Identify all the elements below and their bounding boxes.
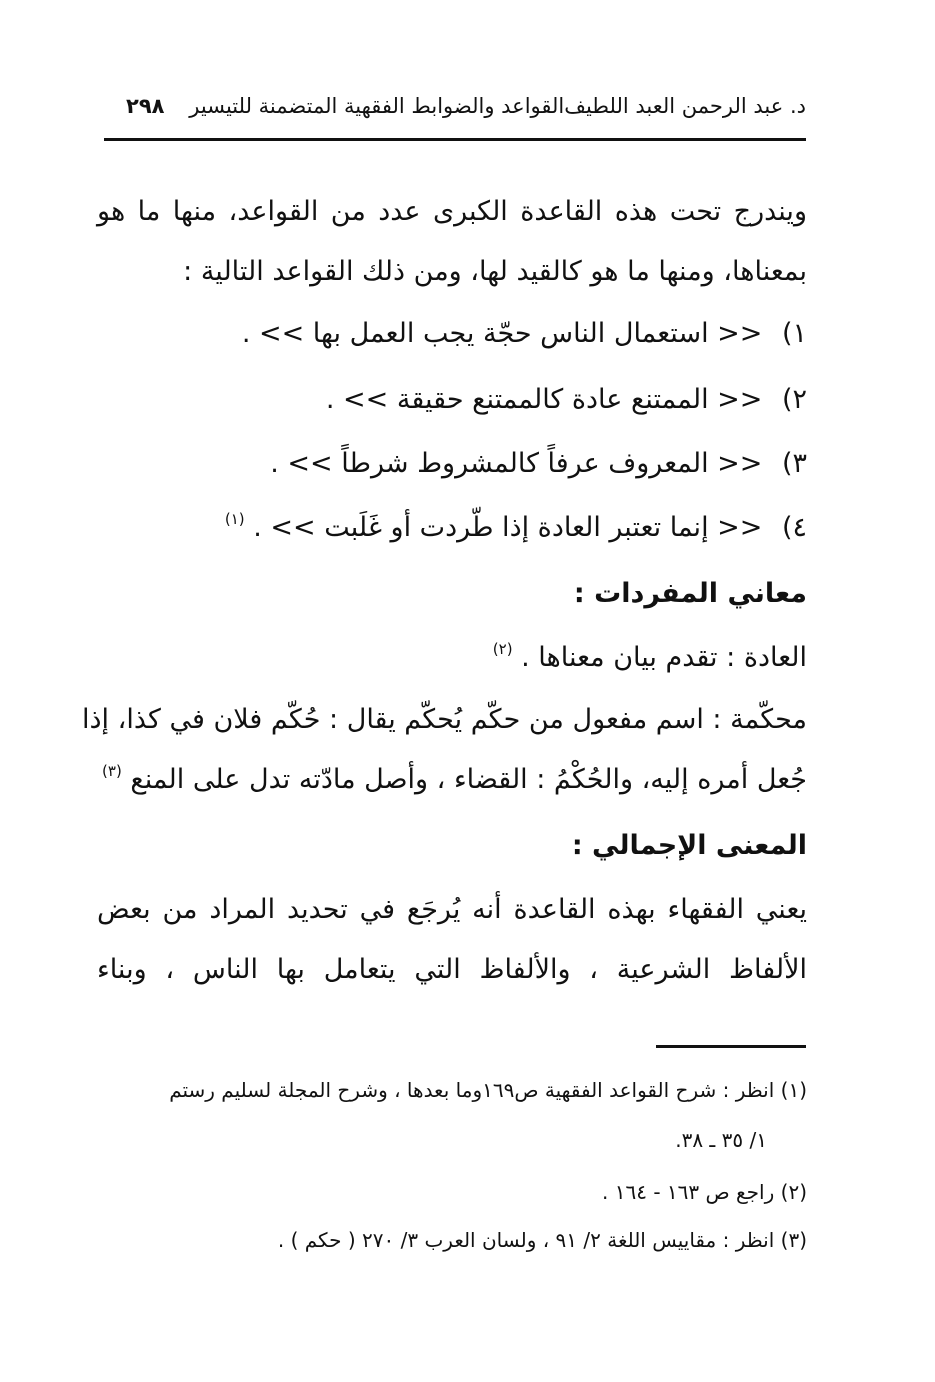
rule-text: << استعمال الناس حجّة يجب العمل بها >> .	[241, 318, 763, 349]
footnote-2	[97, 1176, 807, 1208]
author-name: د. عبد الرحمن العبد اللطيف	[564, 94, 806, 118]
footnote-reference: (٣)	[102, 762, 122, 780]
rule-number: ٣)	[781, 448, 807, 479]
rule-number: ٤)	[781, 512, 807, 543]
general-meaning-line-1: يعني الفقهاء بهذه القاعدة أنه يُرجَع في تحديد المراد من بعض	[97, 894, 807, 925]
intro-line-1: ويندرج تحت هذه القاعدة الكبرى عدد من القواعد، منها ما هو	[97, 196, 807, 227]
rule-text: << إنما تعتبر العادة إذا طّردت أو غَلَبت >> .	[253, 512, 763, 543]
vocabulary-entry	[97, 638, 807, 678]
header-divider	[104, 138, 806, 141]
rule-number: ١)	[781, 318, 807, 349]
footnote-reference: (١)	[224, 510, 245, 528]
footnote-3	[97, 1224, 807, 1256]
vocabulary-heading: معاني المفردات :	[573, 578, 807, 609]
footnote-1-continuation: ١/ ٣٥ ـ ٣٨.	[675, 1128, 767, 1152]
vocabulary-muhakkama-line-2	[97, 760, 807, 800]
general-meaning-heading: المعنى الإجمالي :	[571, 830, 807, 861]
footnote-text: راجع ص ١٦٣ - ١٦٤ .	[602, 1180, 775, 1204]
rule-item	[97, 380, 807, 420]
footnote-text: انظر : مقاييس اللغة ٢/ ٩١ ، ولسان العرب ٣/ ٢٧٠ ( حكم ) .	[277, 1228, 775, 1252]
rule-item	[97, 314, 807, 354]
book-title: القواعد والضوابط الفقهية المتضمنة للتيسير	[189, 94, 565, 118]
vocabulary-muhakkama-line-1: محكّمة : اسم مفعول من حكّم يُحكّم يقال : حُكّم فلان في كذا، إذا	[82, 704, 807, 735]
rule-number: ٢)	[781, 384, 807, 415]
running-header	[104, 86, 806, 126]
footnote-number: (١)	[780, 1078, 807, 1102]
vocabulary-adah: العادة : تقدم بيان معناها .	[521, 642, 807, 673]
footnote-divider	[656, 1045, 806, 1048]
footnote-number: (٣)	[780, 1228, 807, 1252]
rule-item	[97, 444, 807, 484]
general-meaning-line-2: الألفاظ الشرعية ، والألفاظ التي يتعامل بها الناس ، وبناء	[97, 954, 807, 985]
footnote-text: انظر : شرح القواعد الفقهية ص١٦٩وما بعدها ، وشرح المجلة لسليم رستم	[169, 1078, 775, 1102]
intro-line-2: بمعناها، ومنها ما هو كالقيد لها، ومن ذلك القواعد التالية :	[183, 256, 807, 287]
rule-item	[97, 508, 807, 548]
footnote-1	[97, 1074, 807, 1106]
footnote-reference: (٢)	[492, 640, 513, 658]
vocabulary-muhakkama-text: جُعل أمره إليه، والحُكْمُ : القضاء ، وأصل مادّته تدل على المنع	[130, 764, 807, 795]
rule-text: << الممتنع عادة كالممتنع حقيقة >> .	[325, 384, 763, 415]
footnote-number: (٢)	[780, 1180, 807, 1204]
page-number: ٢٩٨	[126, 94, 165, 118]
rule-text: << المعروف عرفاً كالمشروط شرطاً >> .	[270, 448, 763, 479]
